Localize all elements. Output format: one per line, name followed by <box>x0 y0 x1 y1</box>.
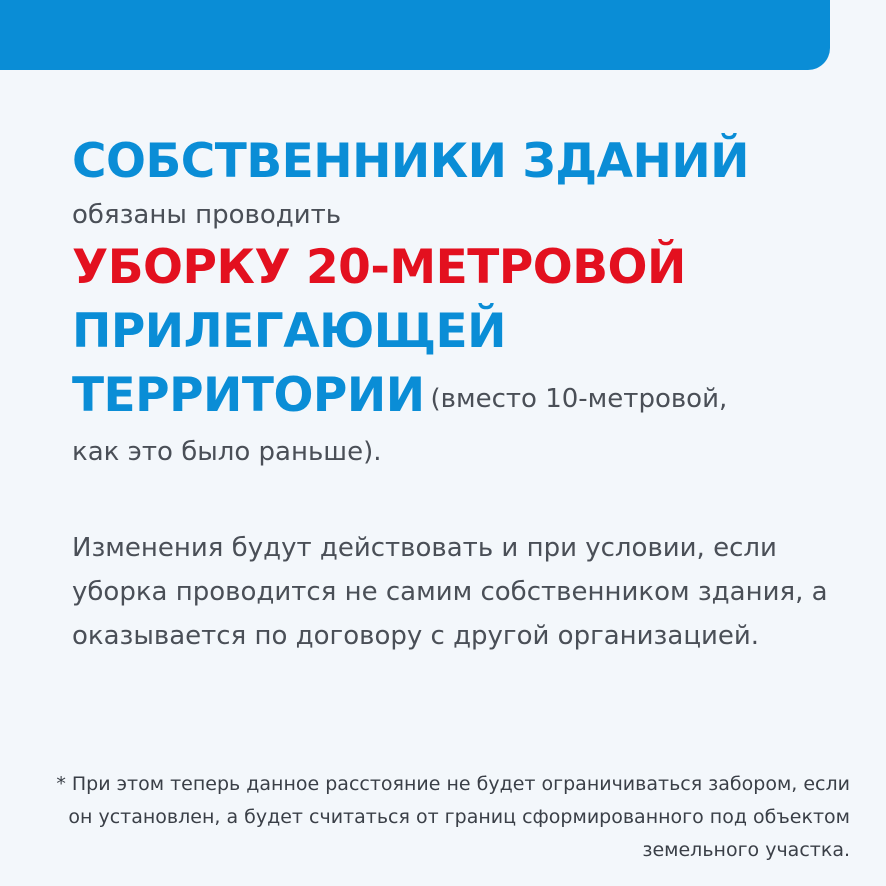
body-paragraph: Изменения будут действовать и при условии, если уборка проводится не самим собственником здания, а оказывается по договору с другой организацией. <box>72 533 828 651</box>
footnote: * При этом теперь данное расстояние не будет ограничиваться забором, если он установлен, а будет считаться от границ сформированного под объектом земельного участка. <box>56 773 850 861</box>
headline-cleaning: УБОРКУ 20-МЕТРОВОЙ <box>72 240 686 295</box>
lead-text: обязаны проводить <box>72 200 342 230</box>
top-accent-bar <box>0 0 830 70</box>
headline-owners: СОБСТВЕННИКИ ЗДАНИЙ <box>72 134 750 189</box>
headline-territory: ТЕРРИТОРИИ <box>72 368 425 423</box>
headline-territory-row <box>72 364 862 431</box>
headline-adjacent: ПРИЛЕГАЮЩЕЙ <box>72 304 507 359</box>
inline-note-continuation: как это было раньше). <box>72 437 382 467</box>
inline-note: (вместо 10-метровой, <box>430 384 728 414</box>
main-content <box>72 130 862 473</box>
